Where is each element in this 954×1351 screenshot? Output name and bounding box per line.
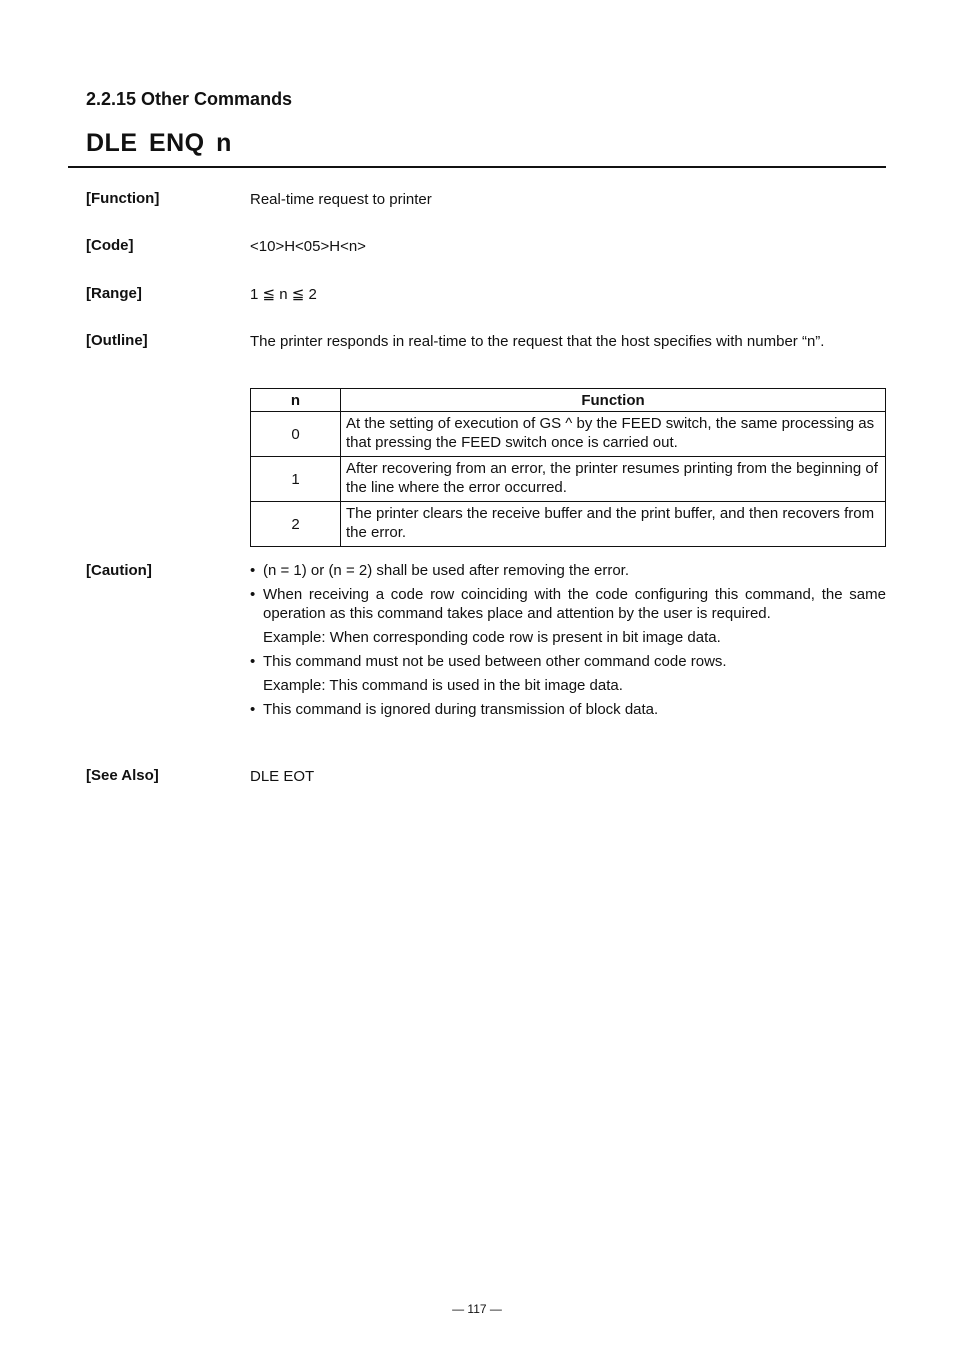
caution-list <box>250 561 886 724</box>
table-cell-n: 0 <box>251 412 341 457</box>
page-number: — 117 — <box>452 1302 502 1316</box>
table-row <box>251 412 886 457</box>
caution-item-text: (n = 1) or (n = 2) shall be used after removing the error. <box>263 562 630 579</box>
table-row <box>251 502 886 547</box>
table-header-row <box>251 389 886 412</box>
table-header-n: n <box>251 389 341 412</box>
table-cell-n: 1 <box>251 457 341 502</box>
code-value: <10>H<05>H<n> <box>250 238 366 255</box>
table-cell-n: 2 <box>251 502 341 547</box>
bullet: • <box>250 653 256 670</box>
caution-item-text: This command must not be used between other command code rows. <box>263 653 727 670</box>
caution-item-text: This command is ignored during transmission of block data. <box>263 701 659 718</box>
see-also-value: DLE EOT <box>250 768 315 785</box>
bullet: • <box>250 701 256 718</box>
caution-item-text: When receiving a code row coinciding with the code configuring this command, the same operation as this command takes place and attention by the user is required. <box>263 586 886 622</box>
bullet: • <box>250 562 256 579</box>
caution-example: Example: This command is used in the bit image data. <box>263 677 623 694</box>
caution-example: Example: When corresponding code row is present in bit image data. <box>263 629 721 646</box>
range-value: 1 ≦ n ≦ 2 <box>250 286 317 303</box>
code-label: [Code] <box>86 237 134 254</box>
caution-item <box>250 585 886 623</box>
range-label: [Range] <box>86 285 142 302</box>
function-label: [Function] <box>86 190 160 207</box>
table-row <box>251 457 886 502</box>
table-cell-function: At the setting of execution of GS ^ by the FEED switch, the same processing as that pressing the FEED switch once is carried out. <box>341 412 886 457</box>
table-cell-function: After recovering from an error, the printer resumes printing from the beginning of the line where the error occurred. <box>341 457 886 502</box>
caution-item <box>250 652 886 671</box>
bullet: • <box>250 586 256 603</box>
table-header-function: Function <box>341 389 886 412</box>
title-divider <box>68 166 886 168</box>
caution-label: [Caution] <box>86 562 152 579</box>
see-also-label: [See Also] <box>86 767 159 784</box>
outline-value: The printer responds in real-time to the request that the host specifies with number “n”. <box>250 333 825 350</box>
function-table <box>250 388 886 547</box>
caution-item <box>250 700 886 719</box>
function-value: Real-time request to printer <box>250 191 432 208</box>
section-heading: 2.2.15 Other Commands <box>86 89 293 109</box>
table-cell-function: The printer clears the receive buffer and the print buffer, and then recovers from the error. <box>341 502 886 547</box>
caution-item <box>250 561 886 580</box>
outline-label: [Outline] <box>86 332 148 349</box>
command-title: DLE ENQ n <box>86 129 232 157</box>
